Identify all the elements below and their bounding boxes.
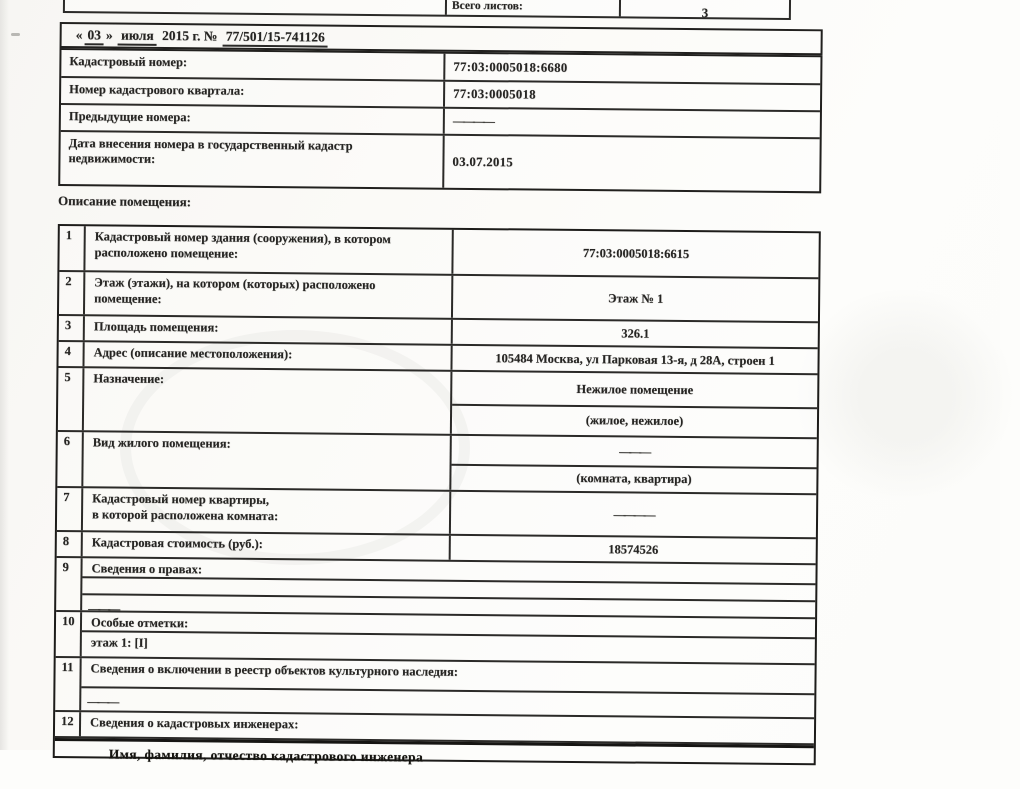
registration-number: 77/501/15-741126	[223, 29, 328, 48]
date-year: 2015 г. №	[161, 27, 218, 44]
row-value: Этаж № 1	[608, 290, 664, 306]
row-value: 77:03:0005018:6615	[582, 245, 690, 261]
total-sheets-empty-cell	[65, 0, 447, 15]
total-sheets-strip	[63, 0, 791, 20]
row-span-content	[81, 658, 814, 717]
table-row	[56, 612, 815, 665]
row-label: Вид жилого помещения:	[83, 432, 452, 490]
row-number: 2	[59, 272, 85, 314]
date-month: июля	[118, 28, 157, 46]
row-number: 9	[56, 558, 82, 610]
row-label: Площадь помещения:	[85, 316, 453, 344]
row-number: 7	[57, 488, 83, 530]
row-span-content	[82, 612, 815, 663]
table-row	[59, 272, 818, 323]
dash-placeholder: ———	[88, 601, 119, 616]
row-value-hint: (жилое, нежилое)	[585, 412, 684, 428]
row-label: Адрес (описание местоположения):	[84, 342, 452, 370]
row-value	[445, 109, 820, 138]
row-label: Номер кадастрового квартала:	[61, 78, 445, 107]
row-value: 105484 Москва, ул Парковая 13-я, д 28А, строен 1	[495, 350, 775, 368]
row-value: 18574526	[608, 541, 659, 557]
row-number: 5	[58, 368, 85, 430]
premises-description-table	[53, 224, 821, 765]
row-number: 12	[55, 712, 81, 736]
row-label: Кадастровый номер квартиры, в которой расположена комната:	[83, 488, 451, 534]
row-number: 10	[56, 612, 82, 656]
row-value-hint: (комната, квартира)	[576, 470, 692, 486]
table-row	[58, 368, 818, 439]
row-number: 3	[59, 316, 85, 340]
row-number: 1	[59, 226, 85, 270]
row-number: 4	[58, 342, 84, 366]
row-value: 03.07.2015	[452, 154, 514, 169]
table-row	[60, 132, 819, 191]
cadastral-info-table	[58, 48, 822, 193]
row-value	[451, 492, 816, 538]
row-span-content	[82, 558, 815, 617]
row-label: Назначение:	[84, 368, 453, 434]
table-row	[57, 432, 817, 495]
row-label: Предыдущие номера:	[61, 105, 445, 134]
quote-open: «	[75, 27, 83, 43]
row-number: 11	[55, 658, 81, 710]
row-label: Сведения о кадастровых инженерах:	[90, 715, 299, 732]
total-sheets-label: Всего листов:	[447, 0, 621, 16]
row-label: Имя, фамилия, отчество кадастрового инженера	[108, 746, 424, 765]
table-row	[55, 658, 814, 719]
table-row	[56, 558, 815, 619]
table-row	[57, 488, 816, 539]
row-value	[452, 436, 817, 470]
row-value: 77:03:0005018:6680	[453, 59, 568, 75]
row-label: Особые отметки:	[82, 612, 815, 639]
row-number: 8	[57, 532, 83, 556]
row-value: 326.1	[621, 325, 650, 341]
row-label: Дата внесения номера в государственный кадастр недвижимости:	[60, 132, 444, 188]
row-label: Этаж (этажи), на котором (которых) расположено помещение:	[85, 272, 453, 318]
quote-close: »	[105, 27, 113, 43]
row-label: Кадастровая стоимость (руб.):	[83, 532, 451, 560]
row-value: 77:03:0005018	[453, 86, 536, 102]
row-value-stack	[452, 372, 818, 438]
row-note: этаж 1: [I]	[90, 635, 148, 650]
row-label: Сведения о включении в реестр объектов культурного наследия:	[81, 658, 814, 695]
row-label: Кадастровый номер:	[61, 50, 445, 80]
table-row	[59, 226, 818, 279]
row-value: Нежилое помещение	[452, 372, 817, 410]
section-title: Описание помещения:	[58, 192, 192, 210]
row-number: 6	[57, 432, 84, 486]
total-sheets-value: 3	[701, 5, 709, 21]
date-day: 03	[84, 27, 104, 45]
row-value-stack	[451, 436, 817, 494]
dash-placeholder: ———	[87, 694, 118, 709]
row-label: Кадастровый номер здания (сооружения), в котором расположено помещение:	[85, 226, 453, 274]
dash-placeholder: ————	[452, 113, 493, 129]
row-label: Сведения о правах:	[82, 558, 815, 585]
dash-placeholder: ———	[619, 443, 650, 459]
dash-placeholder: ————	[613, 506, 654, 522]
